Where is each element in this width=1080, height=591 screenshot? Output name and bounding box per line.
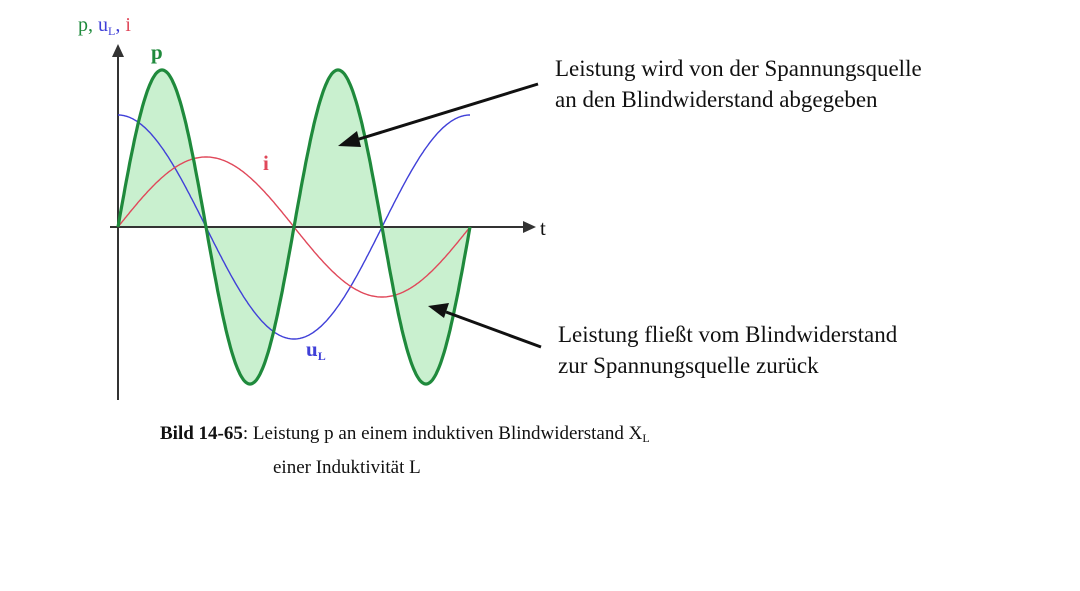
y-label-u: u <box>98 14 108 36</box>
caption-line1 <box>160 419 650 453</box>
arrow-bottom-line <box>446 312 541 347</box>
figure-caption <box>160 419 650 483</box>
annotation-top <box>555 53 922 115</box>
y-label-sep1: , <box>88 14 98 36</box>
y-label-p: p <box>78 14 88 36</box>
arrow-top-line <box>356 84 538 140</box>
y-label-sep2: , <box>115 14 126 36</box>
y-axis-arrow <box>112 44 124 57</box>
caption-line1-sub: L <box>642 431 650 445</box>
y-label-u-sub: L <box>108 24 116 38</box>
curve-label-i: i <box>263 151 269 175</box>
curve-label-uL <box>306 337 326 363</box>
annotation-bottom-line1: Leistung fließt vom Blindwiderstand <box>558 322 898 347</box>
curve-label-uL-sub: L <box>317 349 326 363</box>
y-label-i: i <box>125 14 131 36</box>
annotation-bottom <box>558 319 897 381</box>
annotation-top-line1: Leistung wird von der Spannungsquelle <box>555 56 922 81</box>
curve-label-uL-main: u <box>306 337 318 361</box>
caption-line2: einer Induktivität L <box>273 457 421 478</box>
t-axis-label: t <box>540 216 546 240</box>
curve-label-p: p <box>151 40 163 64</box>
annotation-bottom-line2: zur Spannungsquelle zurück <box>558 353 819 378</box>
t-axis-arrow <box>523 221 536 233</box>
caption-line1-text: : Leistung p an einem induktiven Blindwiderstand X <box>242 423 643 444</box>
caption-number: Bild 14-65 <box>160 423 243 444</box>
y-axis-label <box>78 14 131 38</box>
annotation-top-line2: an den Blindwiderstand abgegeben <box>555 87 878 112</box>
